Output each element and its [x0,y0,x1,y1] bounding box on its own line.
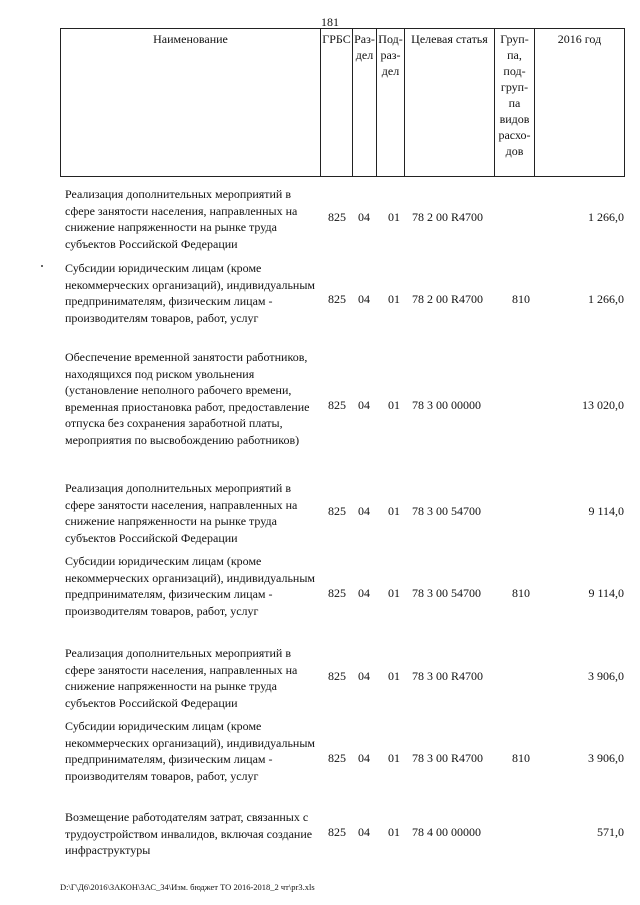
row-podrazdel: 01 [388,398,400,412]
table-row [60,645,624,711]
row-razdel: 04 [358,210,370,224]
row-grbs: 825 [328,586,346,600]
row-target: 78 3 00 54700 [412,504,481,518]
header-grbs: ГРБС [321,29,353,177]
row-target: 78 4 00 00000 [412,825,481,839]
header-name: Наименование [61,29,321,177]
row-podrazdel: 01 [388,504,400,518]
row-sum: 9 114,0 [588,504,624,518]
row-podrazdel: 01 [388,825,400,839]
row-name: Субсидии юридическим лицам (кроме некоммерческих организаций), индивидуальным предпринимателям, физическим лицам - производителям товаров, работ, услуг [65,719,315,783]
row-podrazdel: 01 [388,292,400,306]
header-podrazdel: Под- раз- дел [377,29,405,177]
row-grbs: 825 [328,504,346,518]
row-name: Субсидии юридическим лицам (кроме некоммерческих организаций), индивидуальным предпринимателям, физическим лицам - производителям товаров, работ, услуг [65,261,315,325]
row-grbs: 825 [328,669,346,683]
table-row [60,186,624,252]
footer-file-path: D:\Г\Д6\2016\ЗАКОН\ЗАС_34\Изм. бюджет ТО 2016-2018_2 чт\pr3.xls [60,882,315,892]
table-row [60,349,624,465]
row-group: 810 [512,292,530,306]
row-name: Реализация дополнительных мероприятий в сфере занятости населения, направленных на снижение напряженности на рынке труда субъектов Российской Федерации [65,187,298,251]
header-razdel: Раз- дел [353,29,377,177]
row-target: 78 3 00 R4700 [412,751,484,765]
row-grbs: 825 [328,398,346,412]
row-sum: 13 020,0 [582,398,624,412]
row-podrazdel: 01 [388,751,400,765]
row-razdel: 04 [358,292,370,306]
row-razdel: 04 [358,586,370,600]
row-razdel: 04 [358,504,370,518]
row-target: 78 2 00 R4700 [412,292,484,306]
row-group: 810 [512,751,530,765]
row-sum: 1 266,0 [588,292,624,306]
row-sum: 3 906,0 [588,669,624,683]
row-target: 78 3 00 R4700 [412,669,484,683]
row-sum: 571,0 [597,825,624,839]
row-grbs: 825 [328,292,346,306]
table-row [60,718,624,800]
row-podrazdel: 01 [388,586,400,600]
row-name: Обеспечение временной занятости работников, находящихся под риском увольнения (установление неполного рабочего времени, временная приостановка работ, предоставление отпуска без сохранения заработной платы, мероприятия по высвобождению работников) [65,350,310,447]
row-podrazdel: 01 [388,210,400,224]
row-grbs: 825 [328,825,346,839]
row-razdel: 04 [358,669,370,683]
row-target: 78 2 00 R4700 [412,210,484,224]
row-razdel: 04 [358,751,370,765]
row-name: Возмещение работодателям затрат, связанных с трудоустройством инвалидов, включая создание инфраструктуры [65,810,313,857]
page-number: 181 [321,15,339,29]
header-year: 2016 год [535,29,625,177]
table-row [60,553,624,635]
row-razdel: 04 [358,398,370,412]
row-name: Реализация дополнительных мероприятий в сфере занятости населения, направленных на снижение напряженности на рынке труда субъектов Российской Федерации [65,481,298,545]
row-sum: 1 266,0 [588,210,624,224]
row-sum: 9 114,0 [588,586,624,600]
row-name: Реализация дополнительных мероприятий в сфере занятости населения, направленных на снижение напряженности на рынке труда субъектов Российской Федерации [65,646,298,710]
table-header [60,28,625,177]
row-target: 78 3 00 00000 [412,398,481,412]
row-podrazdel: 01 [388,669,400,683]
header-group: Груп- па, под- груп- па видов расхо- дов [495,29,535,177]
table-row [60,809,624,859]
row-target: 78 3 00 54700 [412,586,481,600]
row-grbs: 825 [328,210,346,224]
header-target: Целевая статья [405,29,495,177]
row-name: Субсидии юридическим лицам (кроме некоммерческих организаций), индивидуальным предпринимателям, физическим лицам - производителям товаров, работ, услуг [65,554,315,618]
table-row [60,480,624,546]
row-sum: 3 906,0 [588,751,624,765]
scan-speck [41,265,43,267]
row-razdel: 04 [358,825,370,839]
row-group: 810 [512,586,530,600]
row-grbs: 825 [328,751,346,765]
table-row [60,260,624,342]
